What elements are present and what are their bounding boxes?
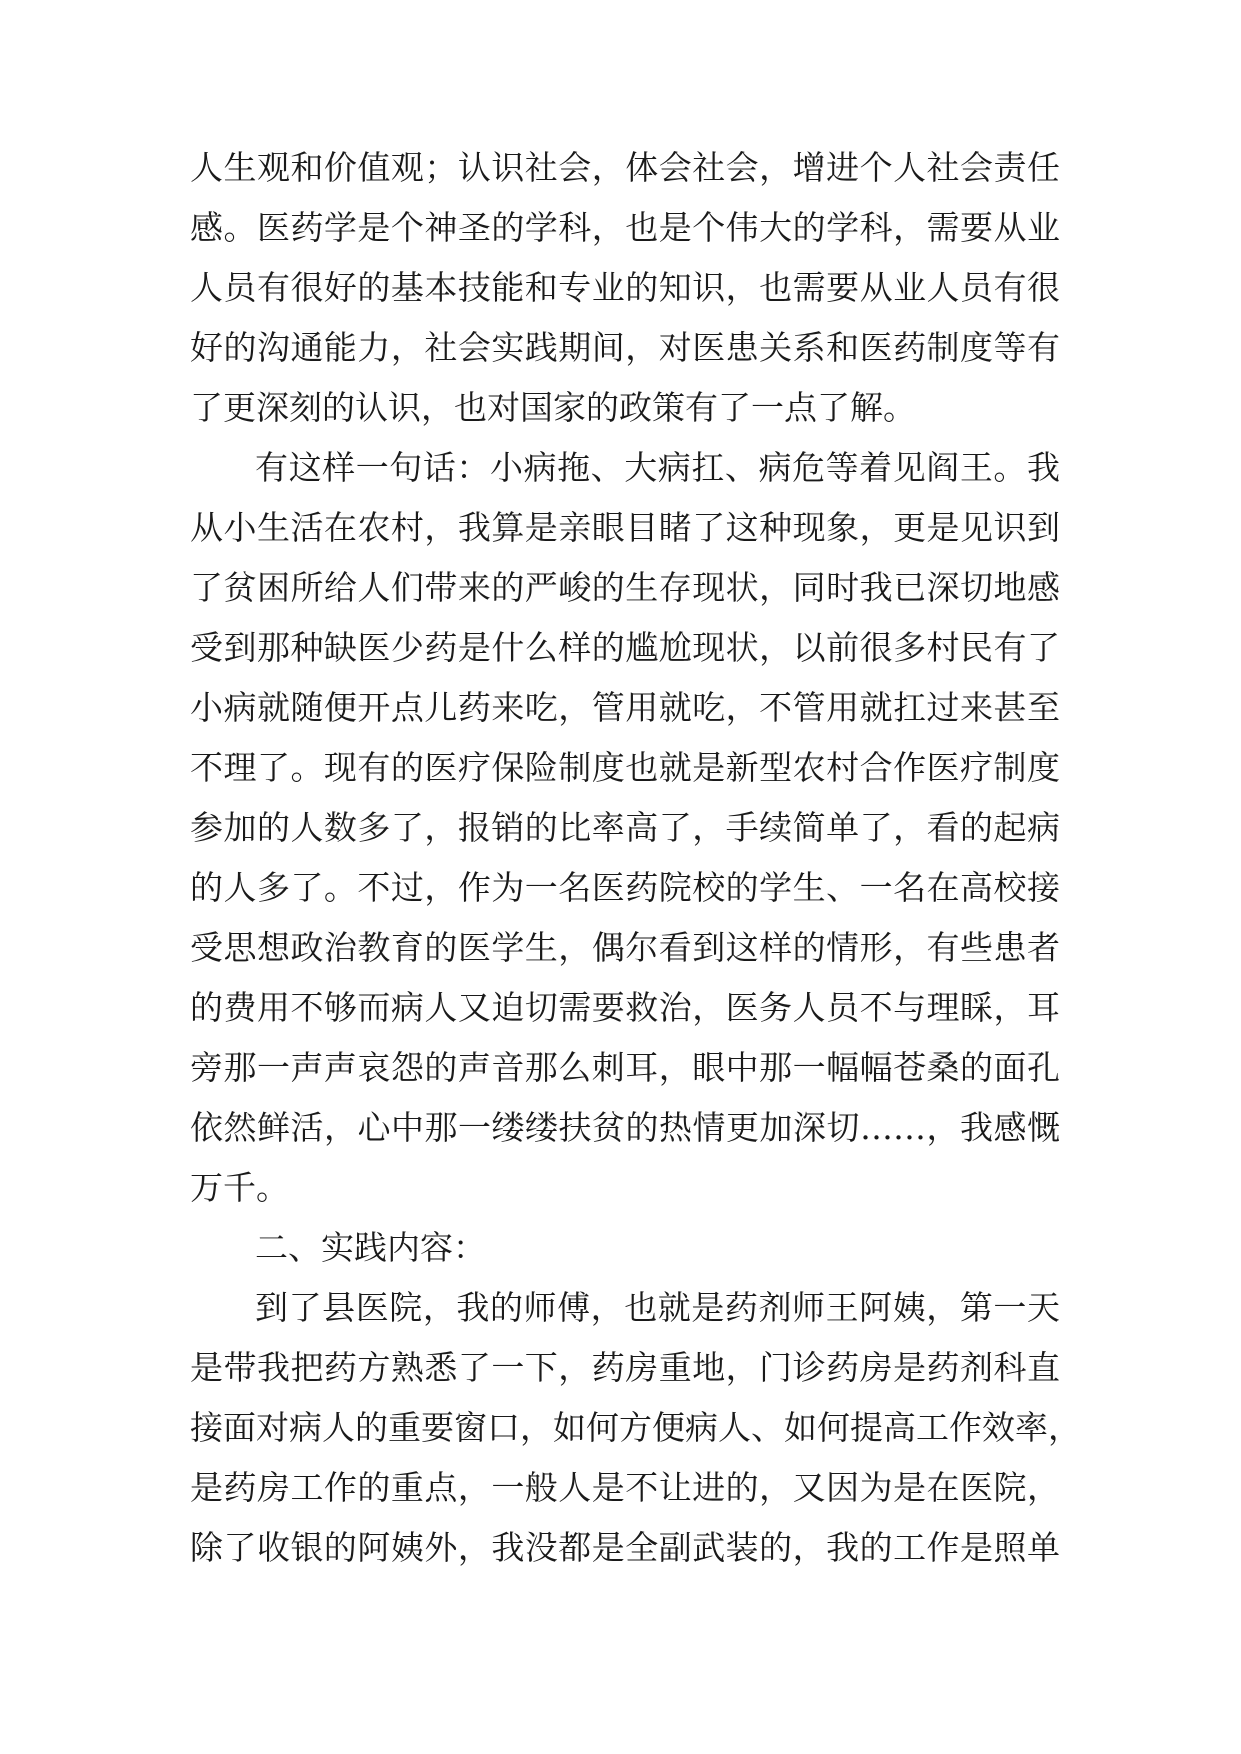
text-line: 小病就随便开点儿药来吃，管用就吃，不管用就扛过来甚至 (190, 688, 1060, 727)
text-line: 旁那一声声哀怨的声音那么刺耳，眼中那一幅幅苍桑的面孔 (190, 1048, 1060, 1087)
text-line: 参加的人数多了，报销的比率高了，手续简单了，看的起病 (190, 808, 1060, 847)
text-line: 的费用不够而病人又迫切需要救治，医务人员不与理睬，耳 (190, 988, 1060, 1027)
text-line: 感。医药学是个神圣的学科，也是个伟大的学科，需要从业 (190, 208, 1060, 247)
text-line: 受思想政治教育的医学生，偶尔看到这样的情形，有些患者 (190, 928, 1060, 967)
section-heading: 二、实践内容： (255, 1228, 486, 1267)
text-line: 不理了。现有的医疗保险制度也就是新型农村合作医疗制度 (190, 748, 1060, 787)
text-line: 从小生活在农村，我算是亲眼目睹了这种现象，更是见识到 (190, 508, 1060, 547)
text-line: 是带我把药方熟悉了一下，药房重地，门诊药房是药剂科直 (190, 1348, 1060, 1387)
text-line: 受到那种缺医少药是什么样的尴尬现状，以前很多村民有了 (190, 628, 1060, 667)
text-line: 是药房工作的重点，一般人是不让进的，又因为是在医院， (190, 1468, 1060, 1507)
text-line: 好的沟通能力，社会实践期间，对医患关系和医药制度等有 (190, 328, 1060, 367)
text-line: 接面对病人的重要窗口，如何方便病人、如何提高工作效率， (190, 1408, 1081, 1447)
text-line: 人生观和价值观；认识社会，体会社会，增进个人社会责任 (190, 148, 1060, 187)
text-line: 除了收银的阿姨外，我没都是全副武装的，我的工作是照单 (190, 1528, 1060, 1567)
text-line: 了贫困所给人们带来的严峻的生存现状，同时我已深切地感 (190, 568, 1060, 607)
text-line: 人员有很好的基本技能和专业的知识，也需要从业人员有很 (190, 268, 1060, 307)
paragraph-first-line: 到了县医院，我的师傅，也就是药剂师王阿姨，第一天 (255, 1288, 1060, 1327)
text-line: 了更深刻的认识，也对国家的政策有了一点了解。 (190, 388, 916, 427)
paragraph-first-line: 有这样一句话：小病拖、大病扛、病危等着见阎王。我 (255, 448, 1060, 487)
text-line: 的人多了。不过，作为一名医药院校的学生、一名在高校接 (190, 868, 1060, 907)
text-line: 依然鲜活，心中那一缕缕扶贫的热情更加深切……，我感慨 (190, 1108, 1060, 1147)
text-line: 万千。 (190, 1168, 289, 1207)
